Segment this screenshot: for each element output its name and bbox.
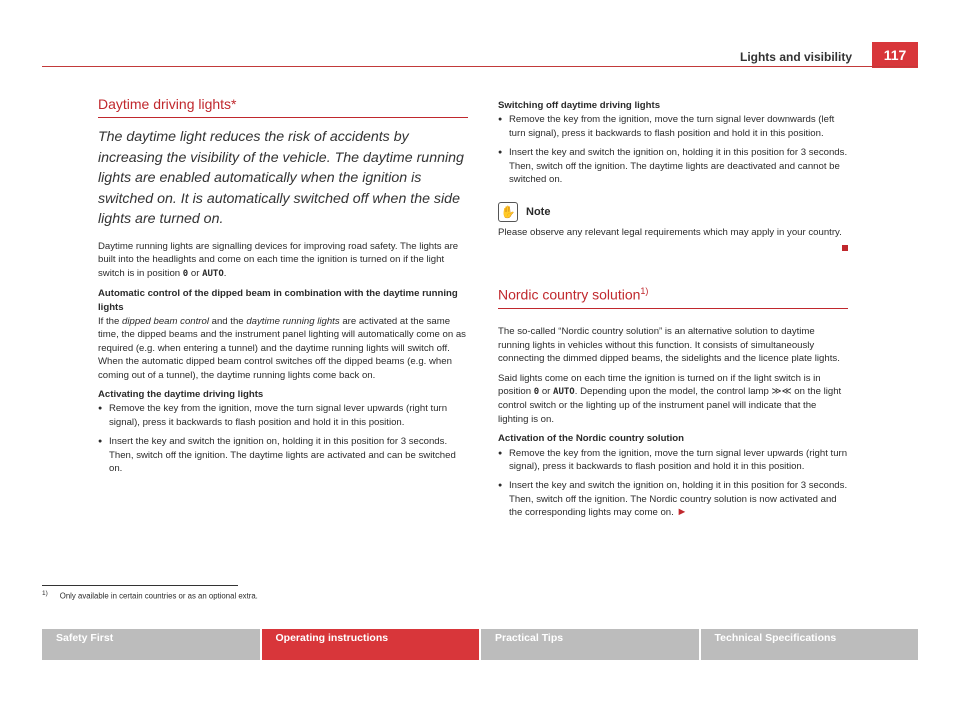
tab-safety-first[interactable]: Safety First <box>42 629 260 660</box>
left-column <box>98 98 468 481</box>
list-item: ● Insert the key and switch the ignition on, holding it in this position for 3 seconds. Then, switch off the ignition. The daytime lights are activated and can be switched on. <box>98 435 468 475</box>
tab-operating-instructions[interactable]: Operating instructions <box>262 629 480 660</box>
red-square-end-icon <box>842 245 848 251</box>
footnote-ref: 1) <box>640 286 649 297</box>
footnote: $^{1)}$ Only available in certain countries or as an optional extra. <box>42 590 258 601</box>
note-text: Please observe any relevant legal requirements which may apply in your country. <box>498 227 842 239</box>
paragraph-nordic-position: Said lights come on each time the ignition is turned on if the light switch is in position 0 or AUTO. Depending upon the model, the control lamp ≫≪ on the light control switch or the lighting up of the instrument panel will indicate that the lighting is on. <box>498 372 842 425</box>
switch-position-0: 0 <box>182 268 189 279</box>
note-box <box>498 202 848 222</box>
footnote-mark: 1) <box>42 590 48 597</box>
switch-position-auto: AUTO <box>202 268 224 279</box>
running-header-title: Lights and visibility <box>739 50 852 64</box>
footnote-rule <box>42 585 238 586</box>
list-item: ● Remove the key from the ignition, move the turn signal lever upwards (right turn signal), press it backwards to flash position and hold it in this position. <box>498 447 848 474</box>
page-number: 117 <box>872 42 918 68</box>
arrow-right-icon: ► <box>676 506 688 519</box>
header-rule <box>42 66 918 67</box>
note-title: Note <box>526 205 551 218</box>
paragraph-daytime-description: Daytime running lights are signalling devices for improving road safety. The lights are built into the headlights and come on each time the ignition is turned on if the light switch is in position 0 or AUTO. <box>98 240 459 279</box>
intro-text: The daytime light reduces the risk of accidents by increasing the visibility of the vehicle. The daytime running lights are enabled automatically when the ignition is switched on. It is automatically switched off when the side lights are turned on. <box>98 129 464 228</box>
list-item: ● Remove the key from the ignition, move the turn signal lever upwards (right turn signal), press it backwards to flash position and hold it in this position. <box>98 402 468 429</box>
section-title-nordic: Nordic country solution$^{1)}$ <box>498 285 848 309</box>
list-item: ● Remove the key from the ignition, move the turn signal lever downwards (left turn signal), press it backwards to flash position and hold it in this position. <box>498 113 848 140</box>
right-column <box>498 99 848 526</box>
subheading-activating: Activating the daytime driving lights <box>98 388 264 400</box>
tab-practical-tips[interactable]: Practical Tips <box>481 629 699 660</box>
switch-position-0: 0 <box>533 386 540 397</box>
list-item: ● Insert the key and switch the ignition on, holding it in this position for 3 seconds. Then, switch off the ignition. The daytime lights are deactivated and cannot be switched on. <box>498 146 848 186</box>
subheading-switching-off: Switching off daytime driving lights <box>498 100 661 111</box>
switch-position-auto: AUTO <box>553 386 575 397</box>
subheading-automatic-control: Automatic control of the dipped beam in combination with the daytime running lights <box>98 288 458 313</box>
note-hand-icon: ✋ <box>498 202 518 222</box>
paragraph-nordic-description: The so-called “Nordic country solution” is an alternative solution to daytime running lights in vehicles without this function. It consists of simultaneously connecting the dimmed dipped beams, the sidelights and the licence plate lights. <box>498 326 840 365</box>
paragraph-automatic-control: If the dipped beam control and the daytime running lights are activated at the same time, the dipped beams and the instrument panel lighting will automatically come on as required (e.g. when entering a tunnel) and the daytime running lights will switch off. When the automatic dipped beam control switches off the dipped beams (e.g. when coming out of a tunnel), the daytime running lights come back on. <box>98 315 466 381</box>
section-title-daytime: Daytime driving lights* <box>98 98 468 118</box>
tab-technical-specifications[interactable]: Technical Specifications <box>701 629 919 660</box>
subheading-nordic-activation: Activation of the Nordic country solution <box>498 433 685 445</box>
footer-tabs <box>42 629 918 660</box>
list-item: ● Insert the key and switch the ignition on, holding it in this position for 3 seconds. Then, switch off the ignition. The Nordic country solution is now activated and the corresponding lights may come on. ► <box>498 479 848 519</box>
